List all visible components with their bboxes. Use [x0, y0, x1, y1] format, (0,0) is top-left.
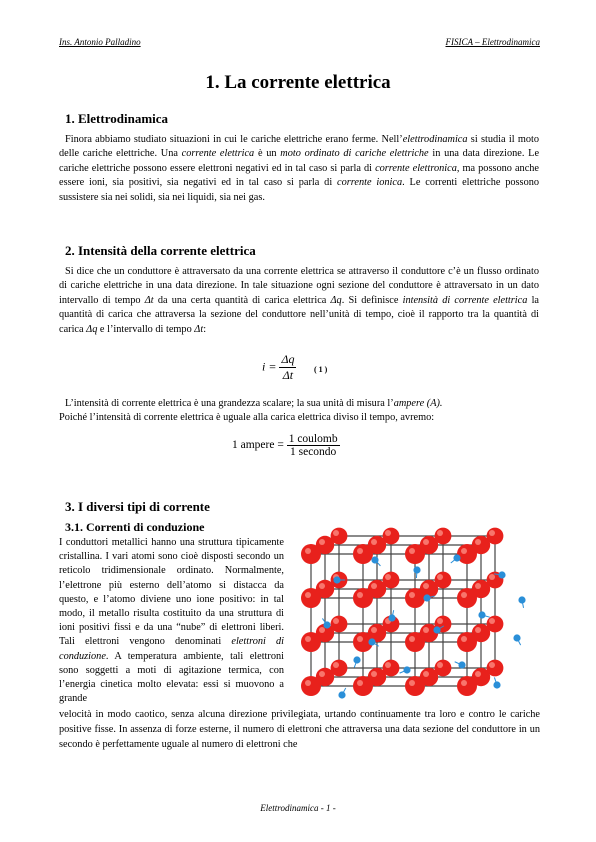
ion-highlight	[461, 592, 467, 598]
positive-ion	[301, 588, 321, 608]
conduction-paragraph-continued: velocità in modo caotico, senza alcuna direzione privilegiata, urtando continuamente tra loro e contro le cariche positive fisse. In assenza di forze esterne, il numero di elettroni che attraversa una data sezione del conduttore in un secondo è perfettamente uguale al numero di elettroni che	[59, 709, 540, 750]
positive-ion	[457, 632, 477, 652]
ion-highlight	[305, 636, 311, 642]
subsection-3-1-heading: 3.1. Correnti di conduzione	[65, 520, 205, 534]
positive-ion	[405, 676, 425, 696]
equation-current-definition: i = $\frac{\Delta q}{\Delta t}$	[262, 352, 295, 382]
ion-highlight	[357, 680, 363, 686]
equation-ampere: 1 ampere = $\frac{\text{1 coulomb}}{\text{1 secondo}}$	[232, 433, 338, 458]
ion-highlight	[319, 671, 325, 677]
page-title: 1. La corrente elettrica	[205, 72, 391, 93]
ion-highlight	[409, 548, 415, 554]
positive-ion	[405, 588, 425, 608]
ion-highlight	[409, 636, 415, 642]
positive-ion	[457, 676, 477, 696]
ion-highlight	[461, 636, 467, 642]
ion-highlight	[305, 592, 311, 598]
positive-ion	[353, 676, 373, 696]
ion-highlight	[437, 574, 443, 580]
ion-highlight	[461, 548, 467, 554]
ion-highlight	[305, 548, 311, 554]
ion-highlight	[489, 574, 495, 580]
ion-highlight	[437, 618, 443, 624]
ion-highlight	[423, 671, 429, 677]
positive-ion	[457, 588, 477, 608]
ion-highlight	[423, 583, 429, 589]
ion-highlight	[461, 680, 467, 686]
ion-highlight	[489, 618, 495, 624]
positive-ion	[353, 544, 373, 564]
section-2-unit-paragraph: L’intensità di corrente elettrica è una grandezza scalare; la sua unità di misura l’ampere (A).	[65, 398, 443, 409]
section-3-heading: 3. I diversi tipi di corrente	[65, 499, 210, 514]
ion-highlight	[385, 574, 391, 580]
positive-ion	[301, 676, 321, 696]
ion-highlight	[371, 627, 377, 633]
ion-highlight	[371, 671, 377, 677]
ion-highlight	[475, 627, 481, 633]
conduction-paragraph: I conduttori metallici hanno una struttura tipicamente cristallina. I vari atomi sono cioè disposti secondo un reticolo tridimensionale ordinato. Normalmente, l’elettrone più esterno dell’atomo si distacca da questo, e l’atomo diviene uno ione positivo: in tal modo, il metallo risulta costituito da una struttura di ioni positivi fissi e da una “nube” di elettroni liberi. Tali elettroni vengono denominati elettroni di conduzione. A temperatura ambiente, tali elettroni sono soggetti a moti di agitazione termica, con l’energia cinetica molto elevata: essi si muovono a grande	[59, 537, 284, 705]
equation-number: ( 1 )	[314, 365, 328, 374]
ion-highlight	[319, 539, 325, 545]
positive-ion	[301, 632, 321, 652]
ion-highlight	[371, 539, 377, 545]
page-footer: Elettrodinamica - 1 -	[260, 803, 336, 813]
positive-ion	[301, 544, 321, 564]
positive-ion	[457, 544, 477, 564]
section-2-heading: 2. Intensità della corrente elettrica	[65, 243, 256, 258]
positive-ion	[405, 632, 425, 652]
electron-motion-arrow	[416, 570, 417, 578]
positive-ion	[405, 544, 425, 564]
ion-highlight	[385, 662, 391, 668]
ion-highlight	[319, 583, 325, 589]
section-1-paragraph: Finora abbiamo studiato situazioni in cui le cariche elettriche erano ferme. Nell’elettrodinamica si studia il moto delle cariche elettriche. Una corrente elettrica è un moto ordinato di cariche elettriche in una data direzione. Le cariche elettriche possono essere elettroni negativi ed in tal caso si parla di corrente elettronica, ma possono anche essere ioni, sia positivi, sia negativi ed in tal caso si parla di corrente ionica. Le correnti elettriche possono sussistere sia nei solidi, sia nei liquidi, sia nei gas.	[59, 134, 540, 203]
ion-highlight	[305, 680, 311, 686]
positive-ion	[353, 588, 373, 608]
ion-highlight	[489, 662, 495, 668]
ion-highlight	[333, 618, 339, 624]
ion-highlight	[475, 583, 481, 589]
ion-highlight	[423, 539, 429, 545]
ion-highlight	[319, 627, 325, 633]
header-author: Ins. Antonio Palladino	[59, 37, 141, 47]
ion-highlight	[357, 592, 363, 598]
ion-highlight	[333, 530, 339, 536]
section-1-heading: 1. Elettrodinamica	[65, 111, 169, 126]
section-2-paragraph: Si dice che un conduttore è attraversato da una corrente elettrica se attraverso il conduttore c’è un flusso ordinato di cariche elettriche in una data direzione. In tale situazione ogni sezione del conduttore è attraversato in un dato intervallo di tempo Δt da una certa quantità di carica elettrica Δq. Si definisce intensità di corrente elettrica la quantità di carica che attraversa la sezione del conduttore nell’unità di tempo, cioè il rapporto tra la quantità di carica Δq e l’intervallo di tempo Δt:	[59, 266, 539, 335]
ion-highlight	[475, 671, 481, 677]
ion-highlight	[437, 530, 443, 536]
ion-highlight	[409, 680, 415, 686]
ion-highlight	[357, 636, 363, 642]
section-2-ampere-paragraph: Poiché l’intensità di corrente elettrica è uguale alla carica elettrica diviso il tempo, avremo:	[59, 412, 435, 423]
ion-highlight	[489, 530, 495, 536]
ion-highlight	[371, 583, 377, 589]
ion-highlight	[437, 662, 443, 668]
crystal-lattice-illustration	[297, 520, 540, 710]
ion-highlight	[475, 539, 481, 545]
ion-highlight	[423, 627, 429, 633]
ion-highlight	[357, 548, 363, 554]
ion-highlight	[333, 662, 339, 668]
ion-highlight	[409, 592, 415, 598]
header-subject: FISICA – Elettrodinamica	[445, 37, 540, 47]
ion-highlight	[385, 530, 391, 536]
